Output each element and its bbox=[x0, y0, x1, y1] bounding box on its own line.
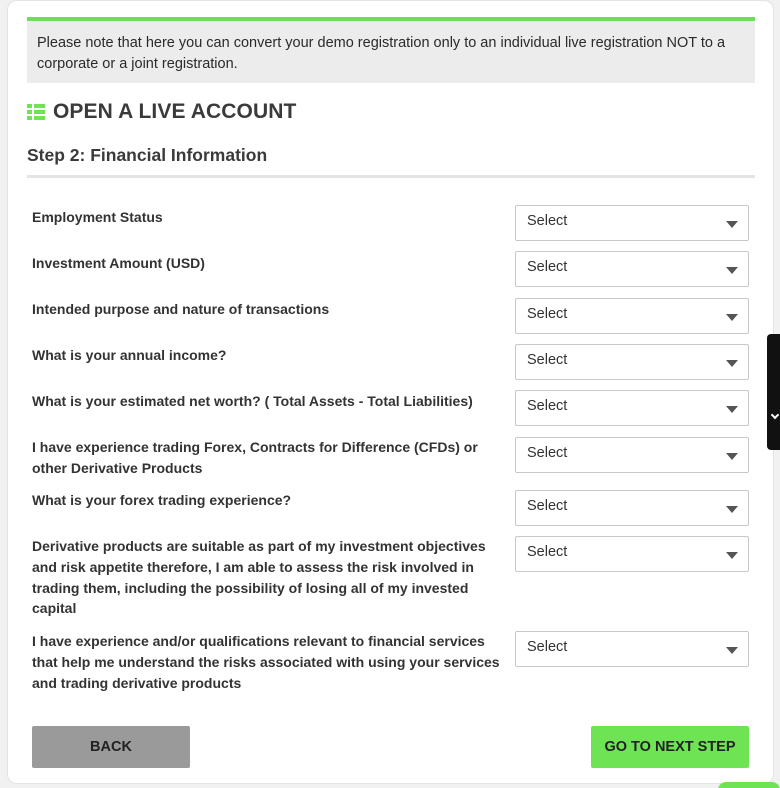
select-value: Select bbox=[527, 306, 568, 322]
notice-text: Please note that here you can convert your demo registration only to an individual live registration NOT to a corporate or a joint registration. bbox=[37, 35, 726, 72]
select-value: Select bbox=[527, 498, 568, 514]
next-step-button[interactable]: GO TO NEXT STEP bbox=[591, 726, 749, 768]
chevron-down-icon bbox=[726, 267, 738, 274]
select-value: Select bbox=[527, 639, 568, 655]
side-panel-tab[interactable] bbox=[767, 334, 780, 450]
question-label: I have experience and/or qualifications relevant to financial services that help me understand the risks associated with using your services and trading derivative products bbox=[32, 633, 500, 691]
notice-banner bbox=[27, 17, 755, 83]
chevron-down-icon bbox=[726, 647, 738, 654]
chat-widget-button[interactable] bbox=[718, 782, 780, 788]
suitability-select[interactable] bbox=[515, 536, 749, 572]
net-worth-select[interactable] bbox=[515, 390, 749, 426]
forex-experience-select[interactable] bbox=[515, 490, 749, 526]
select-value: Select bbox=[527, 213, 568, 229]
select-value: Select bbox=[527, 398, 568, 414]
employment-status-select[interactable] bbox=[515, 205, 749, 241]
chevron-left-icon bbox=[771, 411, 779, 419]
question-label: What is your annual income? bbox=[32, 347, 227, 363]
transaction-purpose-select[interactable] bbox=[515, 298, 749, 334]
select-value: Select bbox=[527, 259, 568, 275]
step-heading: Step 2: Financial Information bbox=[27, 145, 755, 178]
page-title: OPEN A LIVE ACCOUNT bbox=[53, 100, 297, 123]
derivatives-experience-select[interactable] bbox=[515, 437, 749, 473]
page-title-row bbox=[27, 98, 296, 126]
question-label: What is your estimated net worth? ( Total Assets - Total Liabilities) bbox=[32, 393, 473, 409]
chevron-down-icon bbox=[726, 406, 738, 413]
question-label: I have experience trading Forex, Contracts for Difference (CFDs) or other Derivative Products bbox=[32, 439, 478, 476]
investment-amount-select[interactable] bbox=[515, 251, 749, 287]
chevron-down-icon bbox=[726, 221, 738, 228]
question-label: Employment Status bbox=[32, 209, 163, 225]
select-value: Select bbox=[527, 445, 568, 461]
chevron-down-icon bbox=[726, 552, 738, 559]
question-label: Intended purpose and nature of transactions bbox=[32, 301, 330, 317]
chevron-down-icon bbox=[726, 506, 738, 513]
list-icon bbox=[27, 103, 45, 121]
chevron-down-icon bbox=[726, 314, 738, 321]
back-button[interactable]: BACK bbox=[32, 726, 190, 768]
chevron-down-icon bbox=[726, 453, 738, 460]
select-value: Select bbox=[527, 544, 568, 560]
question-label: Investment Amount (USD) bbox=[32, 255, 205, 271]
question-label: What is your forex trading experience? bbox=[32, 492, 292, 508]
qualifications-select[interactable] bbox=[515, 631, 749, 667]
question-label: Derivative products are suitable as part of my investment objectives and risk appetite therefore, I am able to assess the risk involved in trading them, including the possibility of losing all of my invested capital bbox=[32, 538, 486, 617]
annual-income-select[interactable] bbox=[515, 344, 749, 380]
chevron-down-icon bbox=[726, 360, 738, 367]
select-value: Select bbox=[527, 352, 568, 368]
